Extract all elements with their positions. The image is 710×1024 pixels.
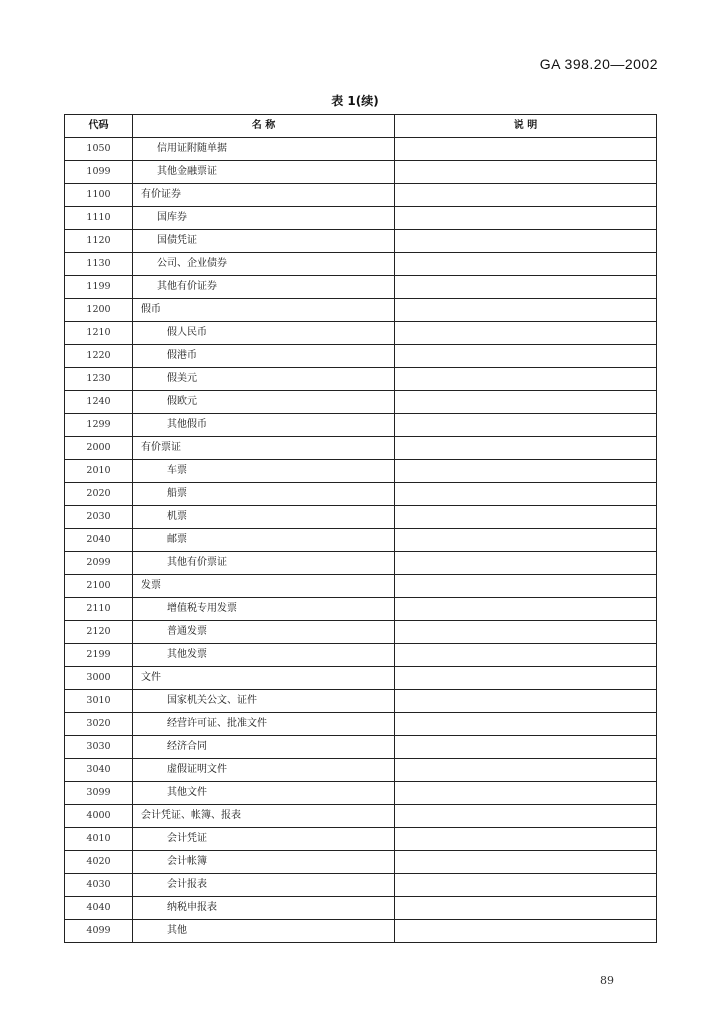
page-number: 89 — [600, 974, 614, 987]
row-name: 其他假币 — [133, 414, 395, 437]
row-description — [395, 598, 657, 621]
row-code: 2010 — [65, 460, 133, 483]
row-code: 1100 — [65, 184, 133, 207]
table-row — [65, 920, 657, 943]
table-body — [65, 138, 657, 943]
row-name: 有价票证 — [133, 437, 395, 460]
row-name: 车票 — [133, 460, 395, 483]
row-code: 2040 — [65, 529, 133, 552]
row-code: 3010 — [65, 690, 133, 713]
table-row — [65, 161, 657, 184]
row-name: 假美元 — [133, 368, 395, 391]
row-description — [395, 276, 657, 299]
row-code: 3020 — [65, 713, 133, 736]
row-code: 3040 — [65, 759, 133, 782]
row-code: 1210 — [65, 322, 133, 345]
table-row — [65, 276, 657, 299]
row-description — [395, 667, 657, 690]
table-row — [65, 667, 657, 690]
table-row — [65, 299, 657, 322]
row-description — [395, 391, 657, 414]
row-name: 会计凭证、帐簿、报表 — [133, 805, 395, 828]
row-description — [395, 460, 657, 483]
row-description — [395, 414, 657, 437]
table-row — [65, 552, 657, 575]
row-code: 1050 — [65, 138, 133, 161]
row-code: 1130 — [65, 253, 133, 276]
row-name: 会计帐簿 — [133, 851, 395, 874]
table-row — [65, 506, 657, 529]
row-code: 2000 — [65, 437, 133, 460]
row-description — [395, 644, 657, 667]
row-description — [395, 874, 657, 897]
table-row — [65, 621, 657, 644]
row-name: 其他 — [133, 920, 395, 943]
row-code: 1199 — [65, 276, 133, 299]
table-row — [65, 230, 657, 253]
row-code: 3030 — [65, 736, 133, 759]
row-name: 公司、企业债券 — [133, 253, 395, 276]
row-name: 纳税申报表 — [133, 897, 395, 920]
row-description — [395, 161, 657, 184]
table-row — [65, 368, 657, 391]
row-name: 假币 — [133, 299, 395, 322]
row-code: 1230 — [65, 368, 133, 391]
row-code: 1220 — [65, 345, 133, 368]
row-code: 4040 — [65, 897, 133, 920]
row-name: 发票 — [133, 575, 395, 598]
row-code: 4099 — [65, 920, 133, 943]
table-row — [65, 529, 657, 552]
table-row — [65, 805, 657, 828]
row-description — [395, 230, 657, 253]
row-code: 1120 — [65, 230, 133, 253]
row-code: 1110 — [65, 207, 133, 230]
table-row — [65, 713, 657, 736]
table-row — [65, 253, 657, 276]
row-name: 会计报表 — [133, 874, 395, 897]
row-name: 有价证券 — [133, 184, 395, 207]
row-name: 船票 — [133, 483, 395, 506]
row-name: 假人民币 — [133, 322, 395, 345]
table-row — [65, 851, 657, 874]
table-row — [65, 736, 657, 759]
row-description — [395, 253, 657, 276]
row-description — [395, 552, 657, 575]
row-name: 假港币 — [133, 345, 395, 368]
row-code: 1099 — [65, 161, 133, 184]
table-row — [65, 345, 657, 368]
row-name: 国家机关公文、证件 — [133, 690, 395, 713]
row-code: 2199 — [65, 644, 133, 667]
row-description — [395, 736, 657, 759]
row-code: 2100 — [65, 575, 133, 598]
column-header-name: 名 称 — [133, 115, 395, 138]
row-code: 3099 — [65, 782, 133, 805]
row-description — [395, 529, 657, 552]
row-code: 4030 — [65, 874, 133, 897]
row-description — [395, 828, 657, 851]
table-row — [65, 644, 657, 667]
row-code: 2099 — [65, 552, 133, 575]
row-name: 国库券 — [133, 207, 395, 230]
table-row — [65, 207, 657, 230]
row-description — [395, 782, 657, 805]
row-description — [395, 621, 657, 644]
row-name: 机票 — [133, 506, 395, 529]
row-description — [395, 506, 657, 529]
row-name: 国债凭证 — [133, 230, 395, 253]
column-header-code: 代码 — [65, 115, 133, 138]
row-description — [395, 345, 657, 368]
row-code: 1240 — [65, 391, 133, 414]
row-name: 普通发票 — [133, 621, 395, 644]
row-description — [395, 299, 657, 322]
row-name: 假欧元 — [133, 391, 395, 414]
row-name: 其他有价票证 — [133, 552, 395, 575]
row-description — [395, 368, 657, 391]
table-row — [65, 782, 657, 805]
table-row — [65, 759, 657, 782]
row-code: 3000 — [65, 667, 133, 690]
table-row — [65, 874, 657, 897]
table-header-row — [65, 115, 657, 138]
row-code: 2110 — [65, 598, 133, 621]
column-header-desc: 说 明 — [395, 115, 657, 138]
table-row — [65, 690, 657, 713]
table-row — [65, 437, 657, 460]
table-row — [65, 897, 657, 920]
row-code: 2120 — [65, 621, 133, 644]
row-description — [395, 759, 657, 782]
row-name: 信用证附随单据 — [133, 138, 395, 161]
row-description — [395, 920, 657, 943]
row-name: 经济合同 — [133, 736, 395, 759]
row-name: 其他发票 — [133, 644, 395, 667]
table-row — [65, 138, 657, 161]
row-description — [395, 322, 657, 345]
row-name: 虚假证明文件 — [133, 759, 395, 782]
row-name: 其他有价证券 — [133, 276, 395, 299]
row-code: 4010 — [65, 828, 133, 851]
row-description — [395, 483, 657, 506]
row-name: 增值税专用发票 — [133, 598, 395, 621]
row-description — [395, 851, 657, 874]
table-row — [65, 391, 657, 414]
row-description — [395, 575, 657, 598]
row-description — [395, 207, 657, 230]
table-row — [65, 575, 657, 598]
row-code: 1200 — [65, 299, 133, 322]
row-description — [395, 138, 657, 161]
row-description — [395, 690, 657, 713]
row-code: 4020 — [65, 851, 133, 874]
row-code: 2030 — [65, 506, 133, 529]
row-code: 2020 — [65, 483, 133, 506]
table-caption: 表 1(续) — [331, 94, 379, 108]
row-description — [395, 184, 657, 207]
row-code: 1299 — [65, 414, 133, 437]
table-row — [65, 414, 657, 437]
row-code: 4000 — [65, 805, 133, 828]
row-description — [395, 437, 657, 460]
row-name: 邮票 — [133, 529, 395, 552]
table-row — [65, 184, 657, 207]
table-row — [65, 483, 657, 506]
table-row — [65, 460, 657, 483]
row-description — [395, 805, 657, 828]
row-name: 文件 — [133, 667, 395, 690]
row-name: 经营许可证、批准文件 — [133, 713, 395, 736]
table-row — [65, 322, 657, 345]
row-name: 其他文件 — [133, 782, 395, 805]
table-row — [65, 598, 657, 621]
table-row — [65, 828, 657, 851]
row-name: 其他金融票证 — [133, 161, 395, 184]
row-description — [395, 713, 657, 736]
standard-id: GA 398.20—2002 — [539, 56, 658, 72]
row-description — [395, 897, 657, 920]
row-name: 会计凭证 — [133, 828, 395, 851]
code-table — [64, 114, 657, 943]
